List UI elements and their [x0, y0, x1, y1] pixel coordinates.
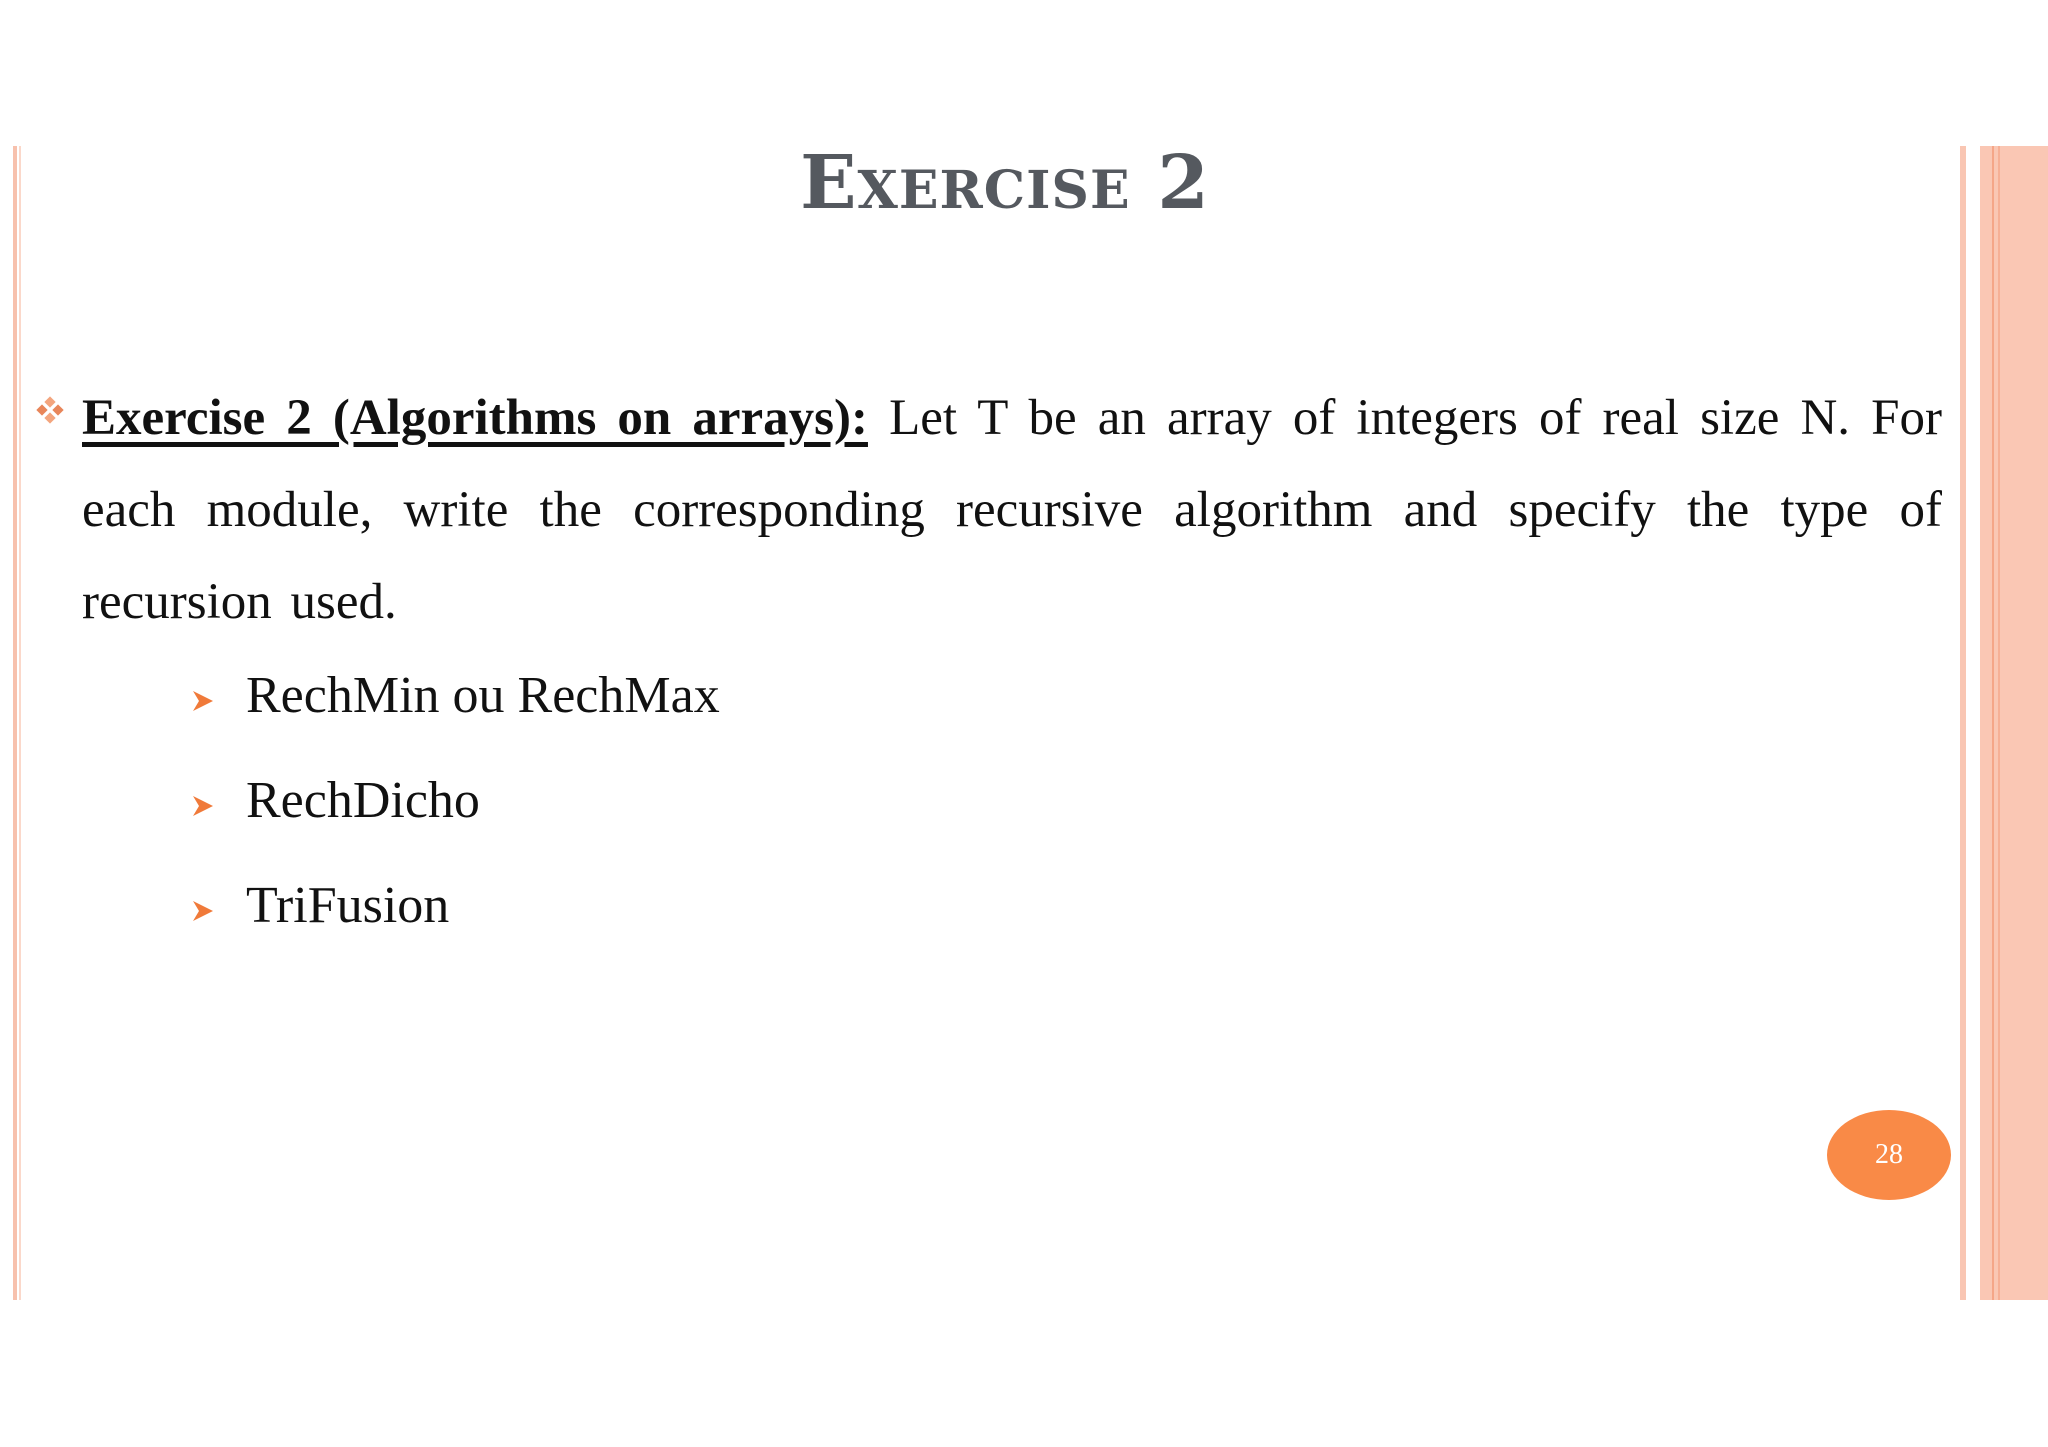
arrowhead-icon [190, 793, 216, 819]
right-band-stripe [1998, 146, 2000, 1300]
right-border-band [1980, 146, 2048, 1300]
arrowhead-icon [190, 688, 216, 714]
exercise-text: Let T be an array of integers of real size N. For each module, write the corresponding recursive algorithm and specify the type of recursion used. [82, 390, 1942, 630]
arrowhead-icon [190, 898, 216, 924]
page-number-badge [1827, 1110, 1951, 1200]
right-band-stripe [1992, 146, 1994, 1300]
right-border-line [1960, 146, 1966, 1300]
exercise-heading: Exercise 2 (Algorithms on arrays): [82, 390, 868, 446]
list-item: TriFusion [246, 877, 450, 934]
exercise-paragraph [82, 372, 1942, 648]
list-item: RechMin ou RechMax [246, 667, 720, 724]
list-item: RechDicho [246, 772, 480, 829]
left-border-line [13, 146, 17, 1300]
slide-title: Exercise 2 [800, 140, 1210, 226]
diamond-four-dots-icon [36, 396, 64, 424]
page-number: 28 [1875, 1139, 1903, 1170]
left-border-line-inner [19, 146, 21, 1300]
